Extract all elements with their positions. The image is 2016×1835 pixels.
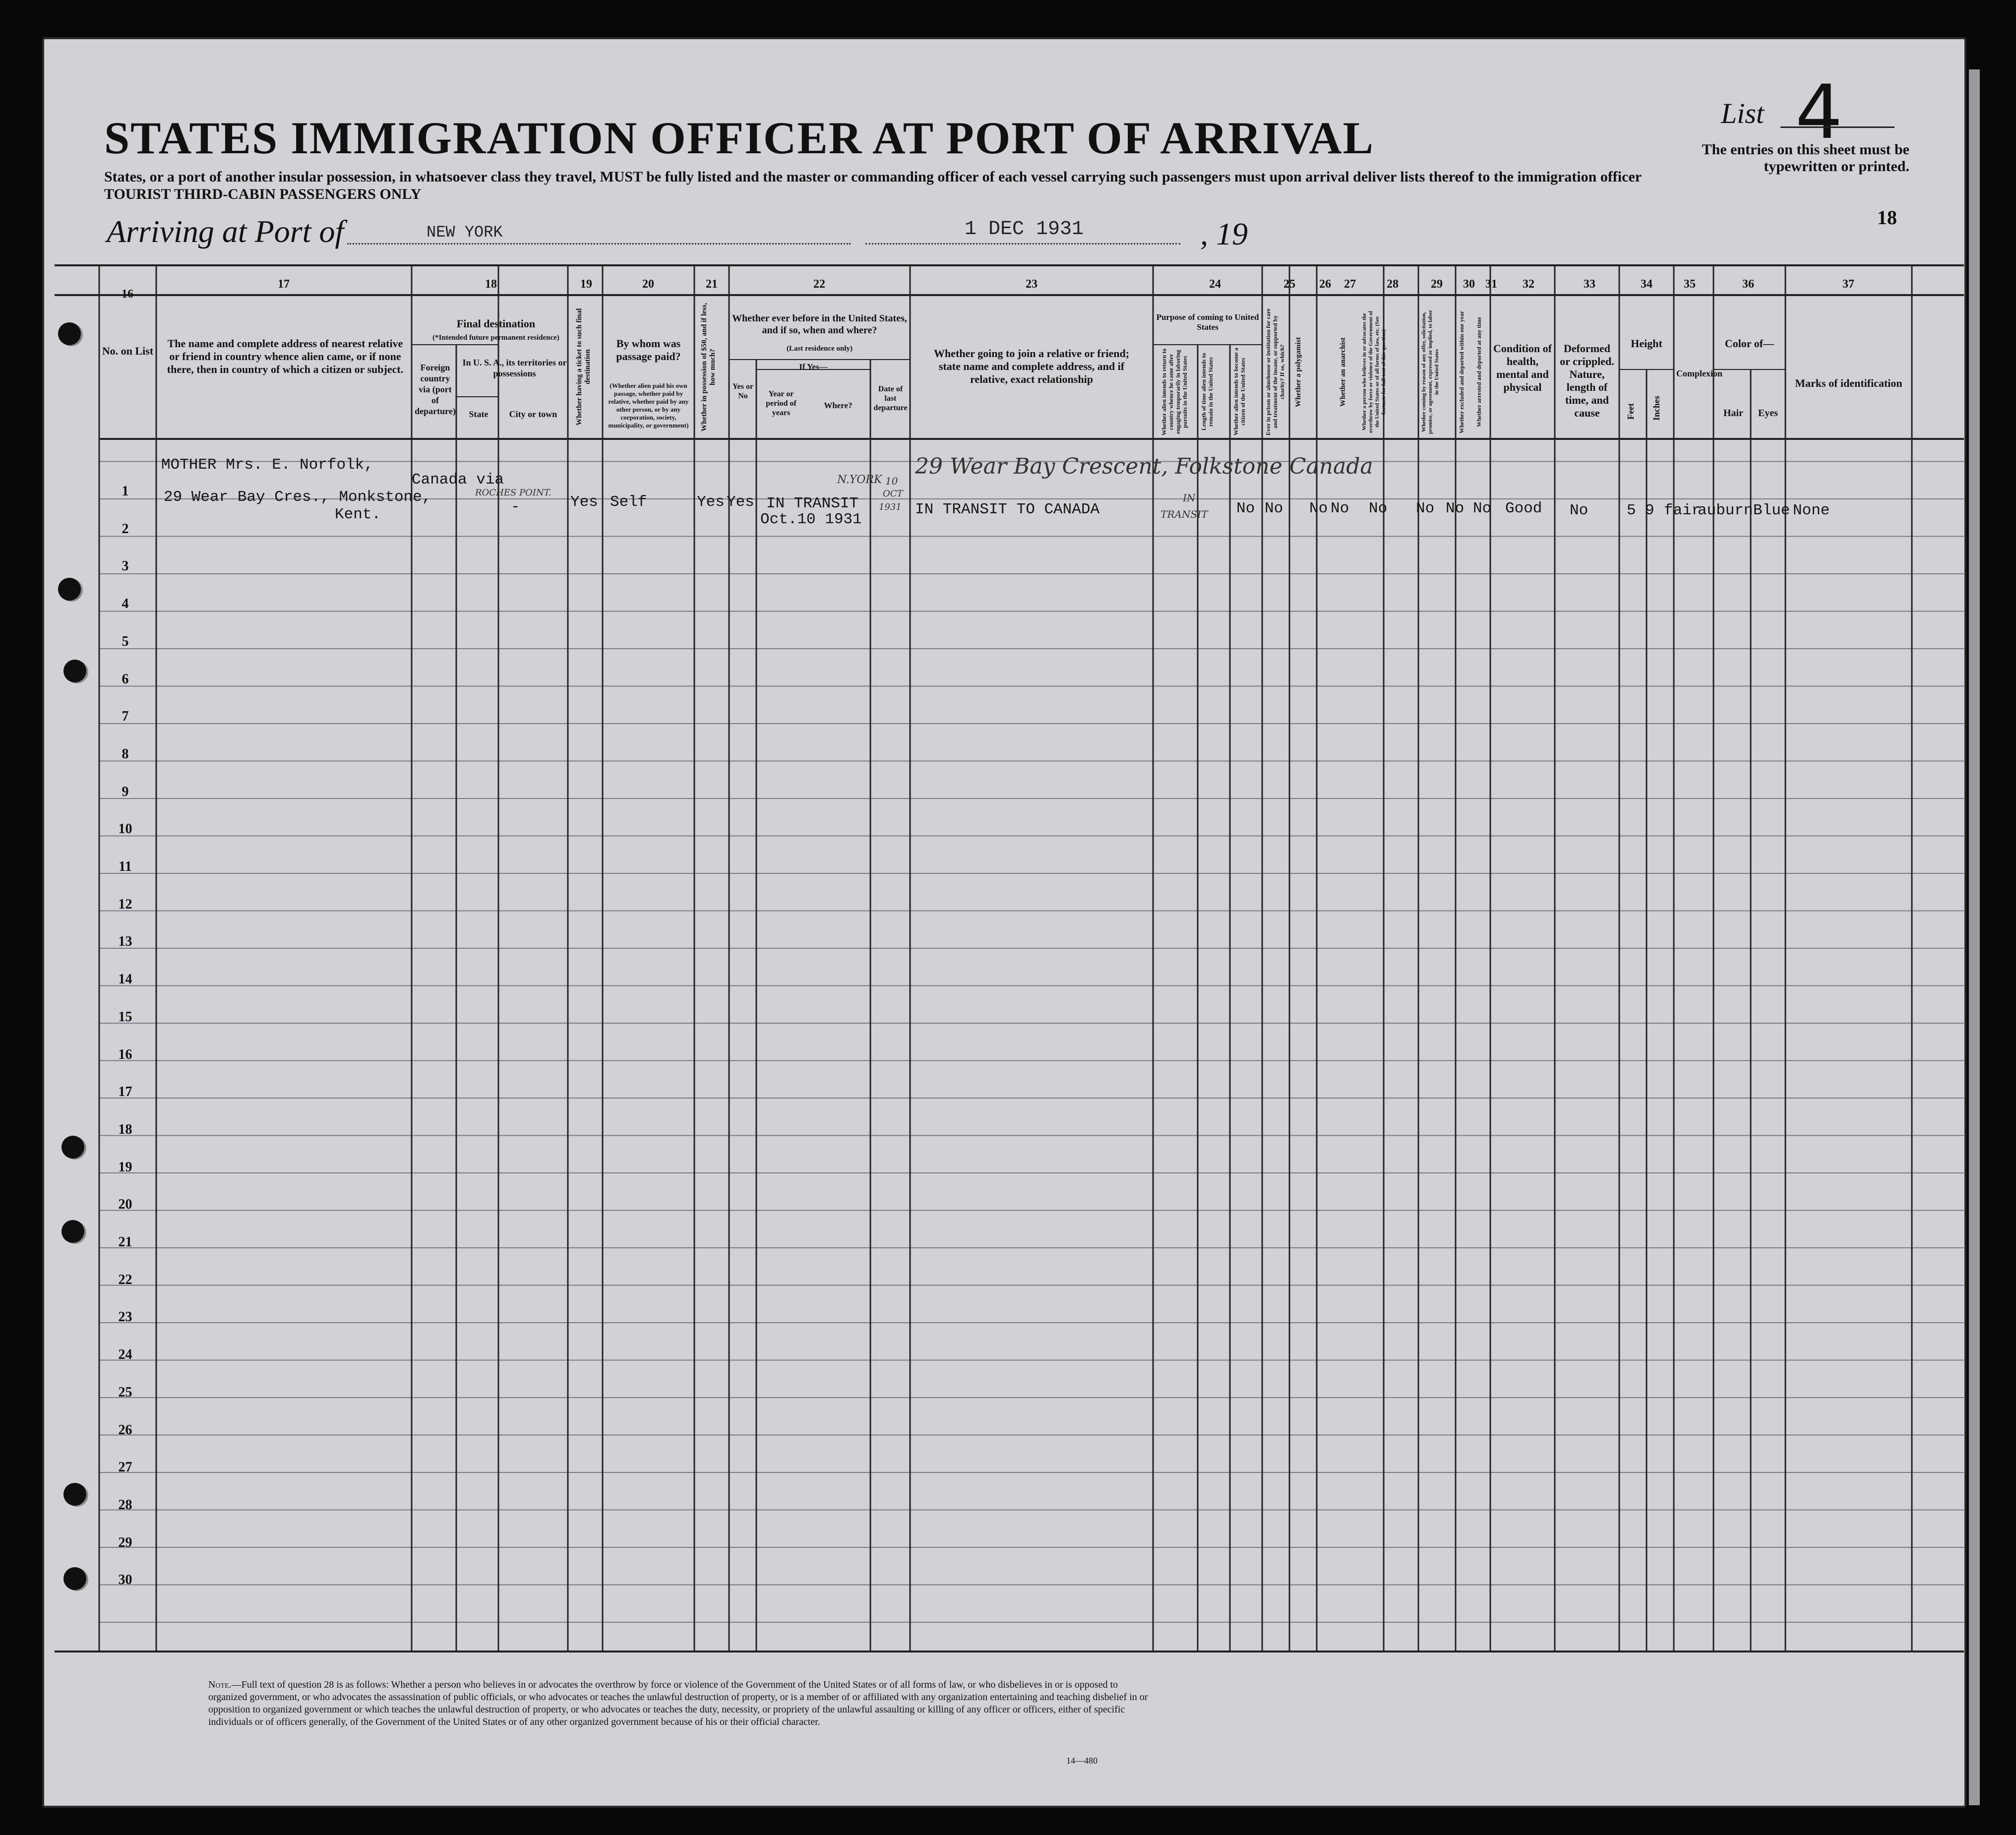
row-number: 7	[122, 709, 129, 725]
row-number: 11	[119, 859, 132, 874]
row-number: 4	[122, 596, 129, 612]
height-feet: 5	[1627, 502, 1636, 519]
header-final-destination: Final destination	[456, 317, 536, 330]
year-period-date: Oct.10 1931	[760, 511, 862, 528]
header-city: City or town	[509, 409, 557, 419]
col-number: 21	[706, 278, 718, 291]
row-number: 20	[118, 1197, 132, 1213]
col-number: 29	[1431, 278, 1443, 291]
ticket-answer: Yes	[570, 493, 598, 511]
header-final-destination-note: (*Intended future permanent residence)	[432, 334, 559, 342]
row-number: 6	[122, 671, 129, 687]
row-number: 5	[122, 633, 129, 649]
header-by-whom-note: (Whether alien paid his own passage, whether paid by relative, whether paid by any other person, or by any corporation, society, municipality, or government)	[608, 382, 689, 429]
col-number: 17	[278, 278, 290, 291]
row-number: 14	[118, 972, 132, 987]
eye-color: Blue	[1753, 502, 1790, 519]
row-number: 19	[118, 1159, 132, 1175]
col-number: 36	[1742, 278, 1754, 291]
departure-year: 1931	[879, 502, 902, 512]
header-overthrow: Whether a person who believes in or advocates the overthrow by force or violence of the Government of the United States or of all forms of law, etc. (See footnote for full text of this question)	[1361, 310, 1387, 433]
fifty-dollars-answer: Yes	[697, 493, 725, 511]
overthrow-answer: No	[1369, 500, 1388, 517]
sheet-number: 18	[1877, 206, 1897, 229]
col-number: 22	[813, 278, 825, 291]
row-number: 28	[118, 1497, 132, 1513]
col-number: 34	[1641, 278, 1652, 291]
deformed-answer: No	[1570, 502, 1588, 519]
typewritten-note: The entries on this sheet must be typewritten or printed.	[1702, 141, 1909, 175]
header-date-departure: Date of last departure	[873, 385, 908, 412]
arriving-label: Arriving at Port of	[107, 214, 344, 249]
col-number: 30	[1463, 278, 1475, 291]
header-feet: Feet	[1626, 403, 1636, 420]
col-number: 26	[1319, 278, 1331, 291]
header-yes-or-no: Yes or No	[732, 382, 754, 400]
row-number: 16	[118, 1046, 132, 1062]
paid-by: Self	[610, 493, 647, 511]
footnote-label: Note.	[208, 1679, 232, 1690]
col-number: 27	[1344, 278, 1356, 291]
row-number: 9	[122, 784, 129, 799]
relative-address: 29 Wear Bay Cres., Monkstone,	[164, 489, 431, 506]
col-number: 20	[642, 278, 654, 291]
class-line: TOURIST THIRD-CABIN PASSENGERS ONLY	[104, 186, 422, 202]
hair-color: auburn	[1698, 502, 1753, 519]
row-number: 21	[118, 1234, 132, 1250]
header-excluded: Whether excluded and deported within one year	[1458, 310, 1465, 433]
row-number: 24	[118, 1347, 132, 1363]
labor-answer: No	[1416, 500, 1435, 517]
header-hair: Hair	[1723, 408, 1743, 419]
header-state: State	[469, 409, 489, 419]
list-label: List	[1721, 97, 1765, 129]
health-answer: Good	[1505, 500, 1542, 517]
foreign-country: Canada via	[412, 471, 504, 489]
row-number: 3	[122, 558, 129, 574]
header-health: Condition of health, mental and physical	[1493, 342, 1552, 393]
col-number: 16	[122, 288, 133, 301]
city-or-town: -	[511, 498, 520, 516]
relative-county: Kent.	[335, 506, 381, 523]
row-number: 18	[118, 1121, 132, 1137]
row-number: 26	[118, 1422, 132, 1438]
header-deformed: Deformed or crippled. Nature, length of time, and cause	[1560, 342, 1614, 419]
header-polygamist: Whether a polygamist	[1294, 337, 1302, 407]
header-ticket: Whether having a ticket to such final destination	[575, 308, 592, 426]
page-title: STATES IMMIGRATION OFFICER AT PORT OF ARRIVAL	[104, 113, 1374, 163]
row-number: 2	[122, 521, 129, 537]
departure-month: OCT	[883, 489, 903, 499]
complexion-value: fair	[1664, 502, 1701, 519]
row-number: 25	[118, 1384, 132, 1400]
row-number: 17	[118, 1084, 132, 1100]
port-value: NEW YORK	[427, 223, 503, 242]
row-number: 22	[118, 1272, 132, 1287]
header-foreign-country: Foreign country via (port of departure)	[415, 363, 456, 416]
list-number: 4	[1795, 69, 1843, 156]
col-number: 28	[1387, 278, 1399, 291]
row-number: 8	[122, 746, 129, 762]
row-number: 30	[118, 1572, 132, 1588]
relative-name: MOTHER Mrs. E. Norfolk,	[161, 456, 373, 474]
header-eyes: Eyes	[1758, 408, 1778, 419]
col-number: 33	[1584, 278, 1595, 291]
row-number: 23	[118, 1309, 132, 1325]
header-height: Height	[1631, 337, 1662, 350]
col-number: 18	[485, 278, 497, 291]
row-number: 12	[118, 896, 132, 912]
polygamist-answer: No	[1309, 500, 1328, 517]
header-complexion: Complexion	[1676, 368, 1723, 378]
purpose-transit: TRANSIT	[1161, 508, 1208, 520]
going-to-join: IN TRANSIT TO CANADA	[915, 501, 1100, 518]
footnote	[208, 1679, 1151, 1728]
port-of-departure: ROCHES POINT.	[475, 488, 551, 498]
col-number: 37	[1842, 278, 1854, 291]
join-address-handwritten: 29 Wear Bay Crescent, Folkstone Canada	[915, 454, 1373, 479]
header-ever-before-note: (Last residence only)	[786, 345, 853, 353]
excluded-answer: No	[1446, 500, 1465, 517]
purpose-in: IN	[1183, 492, 1196, 504]
year-prefix: , 19	[1200, 216, 1248, 251]
col-number: 19	[580, 278, 592, 291]
header-purpose-length: Length of time alien intends to remain in the United States	[1200, 353, 1214, 431]
header-purpose-return: Whether alien intends to return to country whence he came after engaging temporarily in laboring pursuits in the United States	[1161, 348, 1188, 435]
header-ever-before: Whether ever before in the United States, and if so, when and where?	[732, 313, 907, 336]
subtitle: States, or a port of another insular possession, in whatsoever class they travel, MUST be fully listed and the master or commanding officer of each vessel carrying such passengers must upon arrival deliver lists thereof to the immigration officer	[104, 169, 1642, 185]
col-number: 35	[1684, 278, 1696, 291]
footnote-text: —Full text of question 28 is as follows: Whether a person who believes in or advocates the overthrow by force or violence of the Government of the United States or of all forms of law, or who disbelieves in or is opposed to organized government, or who advocates the assassination of public officials, or who advocates or teaches the unlawful destruction of property, or is a member of or affiliated with any organization entertaining and teaching disbelief in or opposition to organized government or which teaches the unlawful destruction of property, or who advocates or teaches the duty, necessity, or propriety of the unlawful assaulting or killing of any officer or officers, either of specific individuals or of officers generally, of the Government of the United States or of any other organized government because of his or their official character.	[208, 1679, 1148, 1727]
row-number: 13	[118, 934, 132, 950]
header-prison: Ever in prison or almshouse or institution for care and treatment of the insane, or supported by charity? If so, which?	[1265, 308, 1285, 436]
header-usa: In U. S. A., its territories or possessions	[462, 358, 567, 378]
arrested-answer: No	[1473, 500, 1492, 517]
header-no-on-list: No. on List	[102, 345, 154, 357]
row-number: 29	[118, 1534, 132, 1550]
row-number: 1	[122, 484, 129, 499]
header-going-to-join: Whether going to join a relative or friend; state name and complete address, and if relative, exact relationship	[933, 347, 1130, 385]
header-purpose-citizen: Whether alien intends to become a citizen of the United States	[1232, 348, 1246, 436]
header-color-of: Color of—	[1724, 337, 1774, 350]
header-if-yes: If Yes—	[799, 362, 828, 371]
col-number: 32	[1523, 278, 1534, 291]
date-stamp: 1 DEC 1931	[965, 218, 1084, 241]
citizen-answer: No	[1236, 500, 1255, 517]
anarchist-answer: No	[1331, 500, 1349, 517]
header-relative: The name and complete address of nearest relative or friend in country whence alien came, or if none there, then in country of which a citizen or subject.	[167, 337, 404, 375]
form-number: 14—480	[1066, 1756, 1098, 1766]
header-marks: Marks of identification	[1795, 377, 1902, 389]
ever-before-answer: Yes	[727, 493, 754, 511]
header-where: Where?	[824, 401, 853, 410]
year-period: IN TRANSIT	[766, 495, 859, 512]
row-number: 15	[118, 1009, 132, 1025]
row-number: 27	[118, 1460, 132, 1475]
departure-day: 10	[885, 475, 898, 487]
header-arrested: Whether arrested and deported at any time	[1475, 316, 1482, 428]
col-number: 25	[1283, 278, 1295, 291]
prison-answer: No	[1265, 500, 1283, 517]
header-fifty-dollars: Whether in possession of $50, and if less, how much?	[700, 303, 717, 431]
col-number: 24	[1209, 278, 1221, 291]
header-anarchist: Whether an anarchist	[1339, 337, 1347, 407]
header-purpose: Purpose of coming to United States	[1156, 312, 1259, 332]
header-by-whom-paid: By whom was passage paid?	[616, 337, 681, 363]
header-labor: Whether coming by reason of any offer, solicitation, promise, or agreement, expressed or implied, to labor in the United States	[1421, 309, 1440, 434]
identification-marks: None	[1793, 502, 1830, 519]
header-inches: Inches	[1651, 395, 1661, 421]
col-number: 23	[1026, 278, 1038, 291]
where-value: N.YORK	[837, 474, 882, 486]
col-number: 31	[1485, 278, 1497, 291]
height-inches: 9	[1645, 502, 1654, 519]
row-number: 10	[118, 821, 132, 837]
header-year: Year or period of years	[766, 390, 796, 417]
